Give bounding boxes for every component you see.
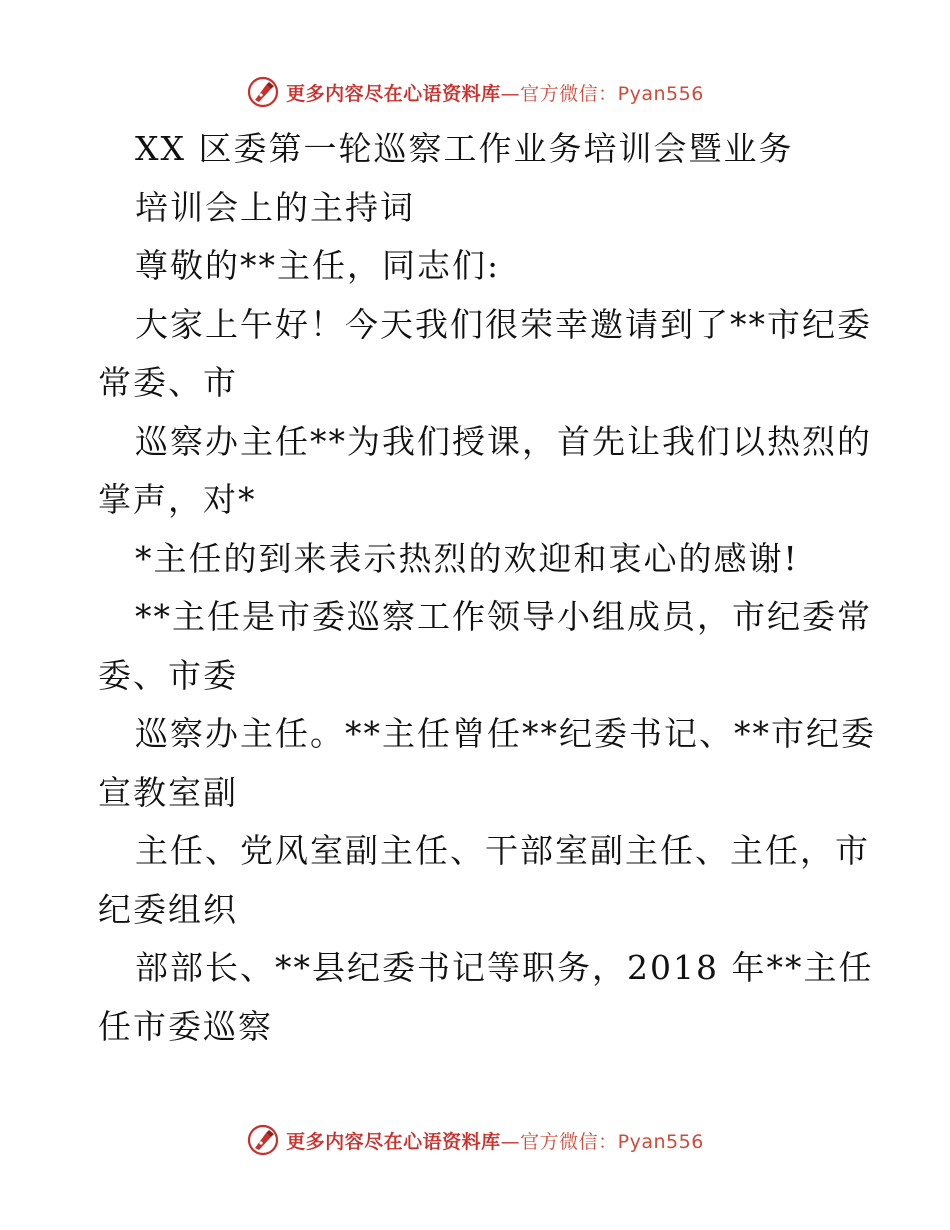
doc-paragraph-line: 宣教室副 (98, 772, 238, 812)
doc-salutation: 尊敬的**主任，同志们: (135, 246, 501, 285)
document-body (98, 120, 876, 1056)
doc-paragraph-line: 部部长、**县纪委书记等职务，2018 年**主任 (135, 948, 874, 987)
footer-banner (0, 1120, 950, 1160)
doc-paragraph-line: 巡察办主任**为我们授课，首先让我们以热烈的 (135, 421, 872, 461)
doc-paragraph-line: 大家上午好！今天我们很荣幸邀请到了**市纪委 (135, 304, 872, 344)
footer-banner-text (286, 1127, 704, 1154)
footer-wechat-id: 官方微信：Pyan556 (520, 1130, 704, 1153)
header-banner-title: 更多内容尽在心语资料库 (286, 82, 501, 105)
footer-banner-title: 更多内容尽在心语资料库 (286, 1130, 501, 1153)
doc-title-line-1: XX 区委第一轮巡察工作业务培训会暨业务 (135, 129, 794, 168)
doc-paragraph-line: 主任、党风室副主任、干部室副主任、主任，市 (135, 831, 870, 870)
doc-paragraph-line: 常委、市 (98, 363, 238, 402)
doc-paragraph-line: 掌声，对* (98, 480, 257, 519)
doc-paragraph-line: 巡察办主任。**主任曾任**纪委书记、**市纪委 (135, 714, 876, 753)
doc-paragraph-line: 委、市委 (98, 655, 238, 695)
doc-paragraph-line: **主任是市委巡察工作领导小组成员，市纪委常 (135, 597, 872, 636)
header-banner-text (286, 79, 704, 106)
doc-paragraph-line: 纪委组织 (98, 889, 238, 929)
doc-title-line-2: 培训会上的主持词 (135, 187, 415, 227)
doc-paragraph-line: 任市委巡察 (98, 1006, 273, 1046)
header-banner (0, 72, 950, 112)
pen-nib-logo-icon (246, 1123, 280, 1157)
header-banner-dash: — (500, 82, 521, 105)
pen-nib-logo-icon (246, 75, 280, 109)
header-wechat-id: 官方微信：Pyan556 (520, 82, 704, 105)
footer-banner-dash: — (500, 1130, 521, 1153)
doc-paragraph-line: *主任的到来表示热烈的欢迎和衷心的感谢! (135, 538, 799, 578)
